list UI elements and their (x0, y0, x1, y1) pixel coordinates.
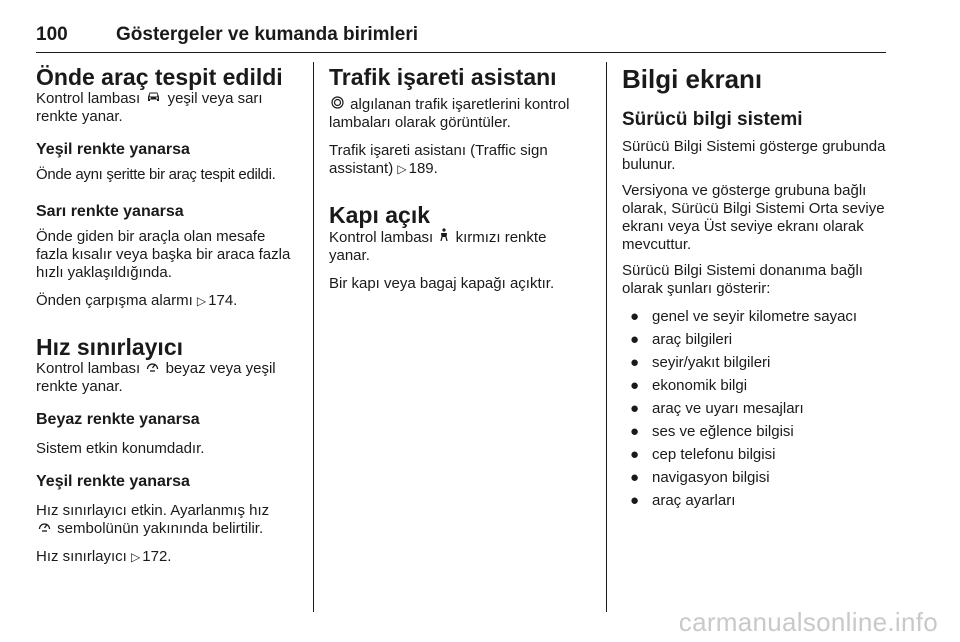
paragraph: Önde giden bir araçla olan mesafe fazla kısalır veya başka bir araca fazla hızlı yaklaşıldığında. (36, 228, 291, 281)
speed-limiter-icon (38, 520, 51, 535)
column-divider (313, 62, 314, 612)
list-item: ● navigasyon bilgisi (630, 469, 770, 486)
section-title: Önde araç tespit edildi (36, 64, 283, 90)
list-item: ● genel ve seyir kilometre sayacı (630, 308, 858, 325)
paragraph: Hız sınırlayıcı etkin. Ayarlanmış hız sembolünün yakınında belirtilir. (36, 502, 270, 537)
column-right (622, 64, 886, 515)
paragraph: algılanan trafik işaretlerini kontrol lambaları olarak görüntüler. (329, 96, 570, 131)
paragraph: Versiyona ve gösterge grubuna bağlı olarak, Sürücü Bilgi Sistemi Orta seviye ekranı veya Üst seviye ekranı olarak mevcuttur. (622, 182, 885, 253)
paragraph: Trafik işareti asistanı (Traffic sign assistant) ▷ 189. (329, 142, 548, 177)
list-item: ● seyir/yakıt bilgileri (630, 354, 771, 371)
reference-arrow-icon: ▷ (131, 550, 141, 564)
list-item: ● ses ve eğlence bilgisi (630, 423, 794, 440)
paragraph: Önde aynı şeritte bir araç tespit edildi. (36, 166, 276, 183)
car-front-icon (146, 91, 161, 105)
page-header (36, 22, 886, 53)
column-left (36, 64, 298, 566)
column-divider (606, 62, 607, 612)
page-number: 100 (36, 24, 68, 45)
chapter-title: Göstergeler ve kumanda birimleri (116, 24, 419, 45)
list-item: ● araç bilgileri (630, 331, 733, 348)
cross-reference: Hız sınırlayıcı ▷ 172. (36, 548, 172, 565)
paragraph: Kontrol lambası yeşil veya sarı renkte yanar. (36, 90, 263, 125)
paragraph: Kontrol lambası beyaz veya yeşil renkte yanar. (36, 360, 276, 395)
section-title: Hız sınırlayıcı (36, 334, 184, 360)
subsection-heading: Yeşil renkte yanarsa (36, 141, 190, 158)
subsection-heading: Beyaz renkte yanarsa (36, 411, 200, 428)
paragraph: Sistem etkin konumdadır. (36, 440, 205, 457)
list-item: ● ekonomik bilgi (630, 377, 748, 394)
reference-arrow-icon: ▷ (196, 294, 207, 308)
feature-list (622, 308, 886, 510)
watermark: carmanualsonline.info (678, 607, 938, 637)
reference-arrow-icon: ▷ (397, 162, 407, 176)
door-open-icon (439, 228, 449, 244)
cross-reference: Önden çarpışma alarmı ▷ 174. (36, 292, 238, 309)
section-title: Trafik işareti asistanı (329, 64, 557, 90)
section-title: Kapı açık (329, 202, 430, 228)
paragraph: Bir kapı veya bagaj kapağı açıktır. (329, 275, 555, 292)
list-item: ● araç ve uyarı mesajları (630, 400, 804, 417)
list-item: ● cep telefonu bilgisi (630, 446, 776, 463)
speed-limiter-icon (146, 360, 159, 375)
subsection-title: Sürücü bilgi sistemi (622, 109, 803, 130)
paragraph: Sürücü Bilgi Sistemi donanıma bağlı olarak şunları gösterir: (622, 262, 863, 297)
list-item: ● araç ayarları (630, 492, 736, 509)
traffic-sign-icon (331, 96, 344, 111)
section-title: Bilgi ekranı (622, 64, 763, 94)
column-middle (329, 64, 591, 293)
subsection-heading: Yeşil renkte yanarsa (36, 473, 190, 490)
paragraph: Sürücü Bilgi Sistemi gösterge grubunda bulunur. (622, 138, 886, 173)
paragraph: Kontrol lambası kırmızı renkte yanar. (329, 229, 547, 264)
subsection-heading: Sarı renkte yanarsa (36, 203, 184, 220)
